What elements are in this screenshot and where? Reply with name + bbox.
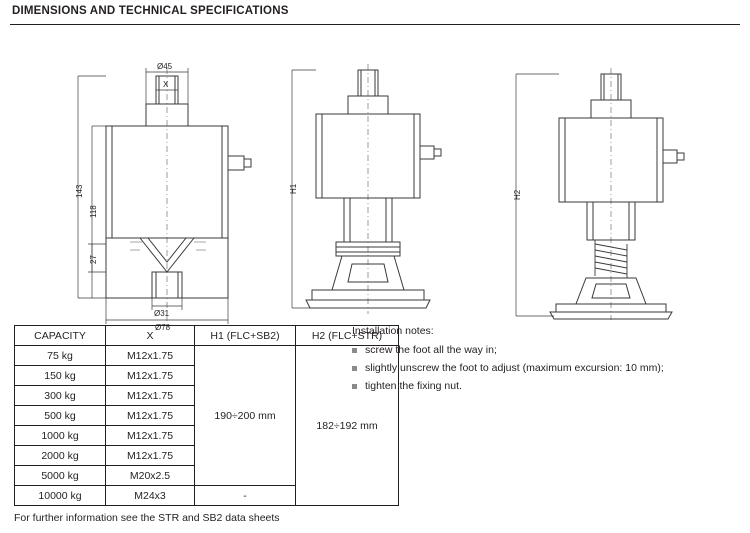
cell-x: M24x3	[106, 486, 195, 506]
dim-27: 27	[89, 255, 98, 264]
figure-front-view	[30, 28, 280, 332]
note-text: slightly unscrew the foot to adjust (maximum excursion: 10 mm);	[365, 362, 664, 374]
cell-h1-last: -	[195, 486, 296, 506]
dim-d78: Ø78	[155, 323, 171, 332]
page-header	[0, 0, 750, 26]
header-divider	[10, 24, 740, 25]
cell-capacity: 300 kg	[15, 386, 106, 406]
cell-h1-merged: 190÷200 mm	[195, 346, 296, 486]
table-header-row	[15, 326, 399, 346]
note-item	[352, 362, 742, 375]
table-footnote: For further information see the STR and SB2 data sheets	[14, 512, 280, 524]
cell-x: M20x2.5	[106, 466, 195, 486]
note-text: tighten the fixing nut.	[365, 380, 462, 392]
square-bullet-icon	[352, 366, 357, 371]
cell-x: M12x1.75	[106, 446, 195, 466]
cell-capacity: 10000 kg	[15, 486, 106, 506]
cell-x: M12x1.75	[106, 366, 195, 386]
cell-capacity: 150 kg	[15, 366, 106, 386]
square-bullet-icon	[352, 348, 357, 353]
square-bullet-icon	[352, 384, 357, 389]
dim-h2: H2	[513, 189, 522, 200]
specifications-table	[14, 325, 399, 506]
cell-x: M12x1.75	[106, 406, 195, 426]
header-x: X	[106, 326, 195, 346]
note-item	[352, 344, 742, 357]
dim-143: 143	[75, 184, 84, 198]
cell-capacity: 500 kg	[15, 406, 106, 426]
dim-h1: H1	[289, 183, 298, 194]
cell-capacity: 1000 kg	[15, 426, 106, 446]
dim-118: 118	[89, 205, 98, 218]
cell-x: M12x1.75	[106, 386, 195, 406]
cell-capacity: 2000 kg	[15, 446, 106, 466]
figure-assembly-h2	[500, 28, 730, 318]
header-h1: H1 (FLC+SB2)	[195, 326, 296, 346]
installation-notes	[352, 325, 742, 398]
dim-x: X	[163, 80, 169, 89]
cell-x: M12x1.75	[106, 346, 195, 366]
header-capacity: CAPACITY	[15, 326, 106, 346]
header-h2: H2 (FLC+STR)	[296, 326, 399, 346]
cell-capacity: 5000 kg	[15, 466, 106, 486]
figure-assembly-h1	[282, 28, 482, 318]
cell-h2-merged: 182÷192 mm	[296, 346, 399, 506]
cell-x: M12x1.75	[106, 426, 195, 446]
notes-title: Installation notes:	[352, 325, 434, 337]
dim-d45: Ø45	[157, 62, 173, 71]
note-text: screw the foot all the way in;	[365, 344, 497, 356]
page-title: DIMENSIONS AND TECHNICAL SPECIFICATIONS	[12, 5, 289, 17]
note-item	[352, 380, 742, 393]
table-row	[15, 346, 399, 366]
dim-d31: Ø31	[154, 309, 170, 318]
cell-capacity: 75 kg	[15, 346, 106, 366]
